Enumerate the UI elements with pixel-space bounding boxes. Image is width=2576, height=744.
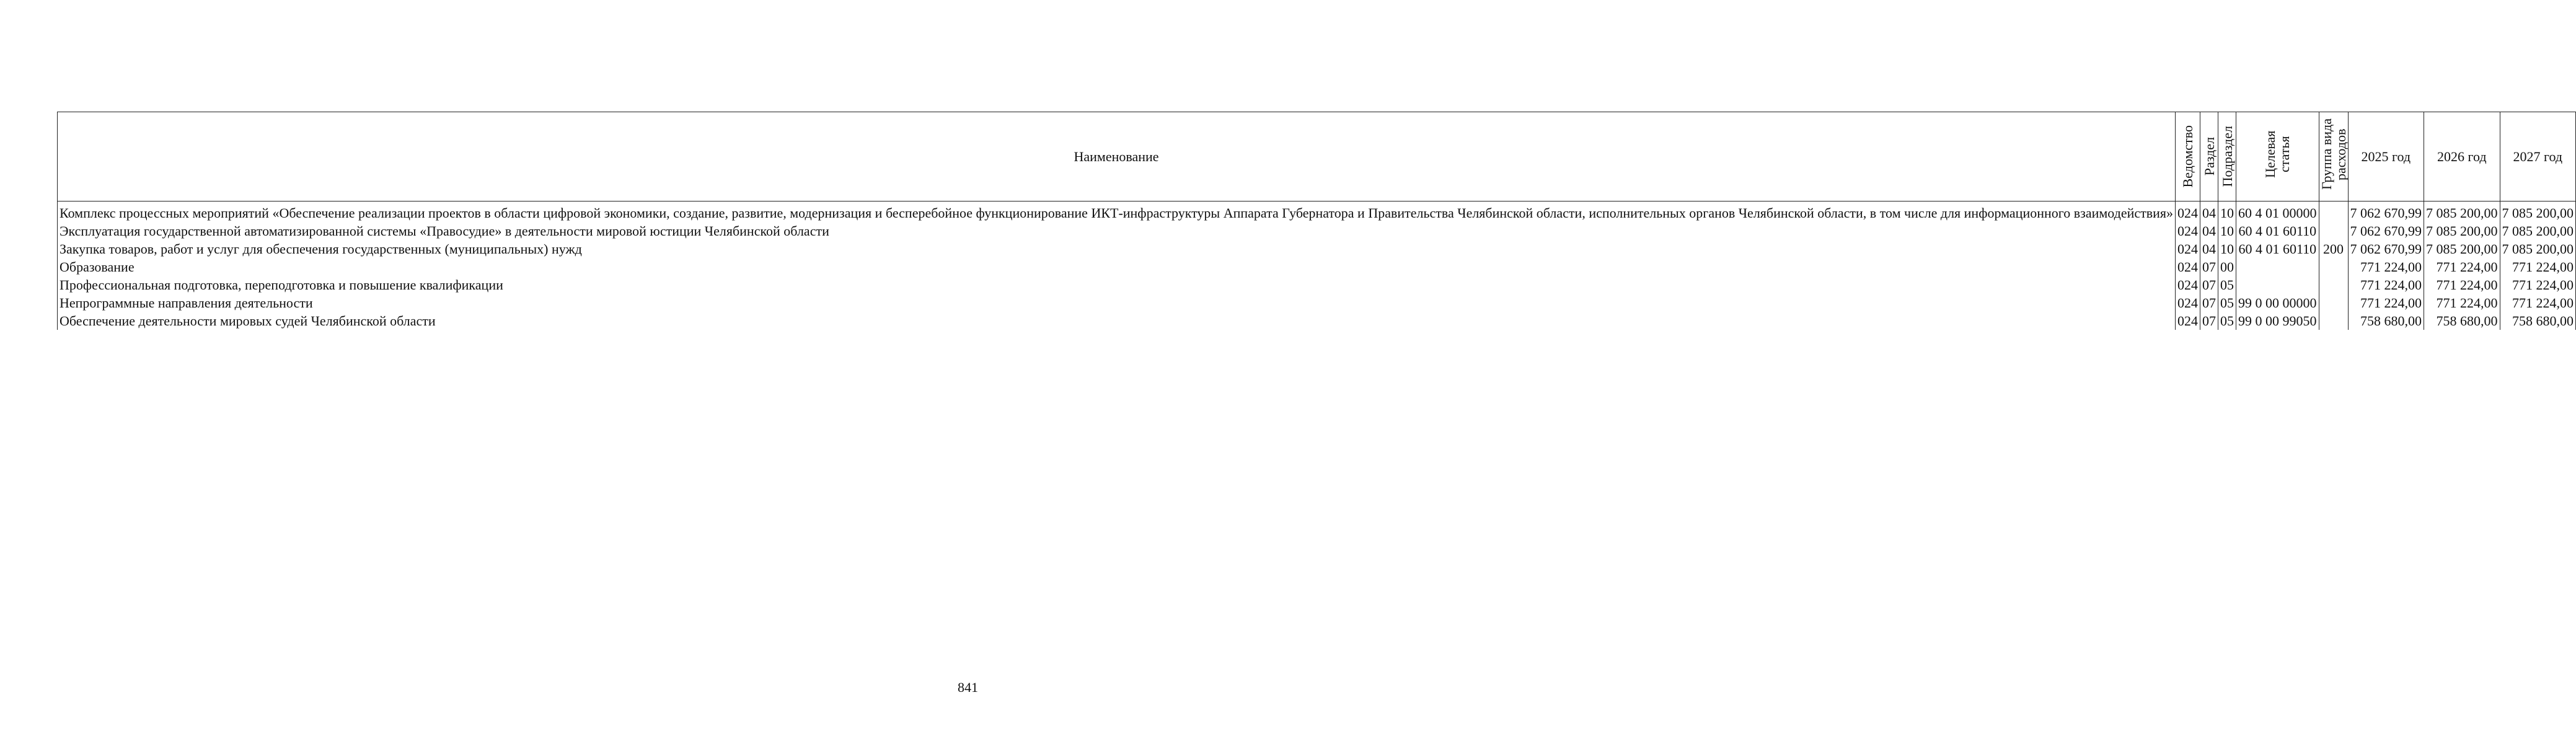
header-podrazdel-cell [2218,112,2236,202]
row-2025: 771 224,00 [2348,276,2424,294]
row-razdel: 07 [2200,312,2218,330]
header-group-cell [2319,112,2348,202]
row-2026: 771 224,00 [2424,276,2500,294]
row-razdel: 04 [2200,202,2218,223]
header-vedomstvo: Ведомство [2180,125,2196,188]
row-group [2319,276,2348,294]
row-vedomstvo: 024 [2176,240,2200,258]
row-group [2319,222,2348,240]
row-target: 60 4 01 00000 [2236,202,2319,223]
row-podrazdel: 10 [2218,240,2236,258]
row-razdel: 07 [2200,294,2218,312]
row-2027: 7 085 200,00 [2500,240,2576,258]
row-name: Эксплуатация государственной автоматизированной системы «Правосудие» в деятельности мировой юстиции Челябинской области [58,222,2176,240]
table-row [58,222,2576,240]
row-name: Образование [58,258,2176,276]
row-vedomstvo: 024 [2176,312,2200,330]
row-podrazdel: 05 [2218,312,2236,330]
row-2027: 7 085 200,00 [2500,222,2576,240]
row-podrazdel: 05 [2218,276,2236,294]
header-podrazdel: Подраздел [2219,126,2235,187]
row-vedomstvo: 024 [2176,294,2200,312]
row-razdel: 07 [2200,276,2218,294]
row-name: Обеспечение деятельности мировых судей Челябинской области [58,312,2176,330]
row-target: 99 0 00 99050 [2236,312,2319,330]
row-2025: 7 062 670,99 [2348,222,2424,240]
row-group [2319,294,2348,312]
header-razdel: Раздел [2201,137,2217,176]
header-target-cell [2236,112,2319,202]
row-2027: 771 224,00 [2500,276,2576,294]
row-2027: 758 680,00 [2500,312,2576,330]
row-2025: 758 680,00 [2348,312,2424,330]
row-podrazdel: 05 [2218,294,2236,312]
row-name: Профессиональная подготовка, переподготовка и повышение квалификации [58,276,2176,294]
row-2026: 771 224,00 [2424,294,2500,312]
row-2026: 758 680,00 [2424,312,2500,330]
row-2026: 7 085 200,00 [2424,202,2500,223]
row-razdel: 07 [2200,258,2218,276]
row-2026: 7 085 200,00 [2424,222,2500,240]
table-row [58,258,2576,276]
row-name: Непрограммные направления деятельности [58,294,2176,312]
row-2026: 771 224,00 [2424,258,2500,276]
row-group [2319,312,2348,330]
table-row [58,202,2576,223]
row-razdel: 04 [2200,222,2218,240]
row-target: 99 0 00 00000 [2236,294,2319,312]
row-vedomstvo: 024 [2176,202,2200,223]
header-2026: 2026 год [2424,112,2500,202]
row-target: 60 4 01 60110 [2236,222,2319,240]
row-razdel: 04 [2200,240,2218,258]
row-vedomstvo: 024 [2176,258,2200,276]
row-podrazdel: 00 [2218,258,2236,276]
row-2027: 771 224,00 [2500,294,2576,312]
budget-table [57,112,2576,330]
row-target [2236,258,2319,276]
header-name: Наименование [58,112,2176,202]
header-row [58,112,2576,202]
table-row [58,240,2576,258]
row-podrazdel: 10 [2218,222,2236,240]
row-2026: 7 085 200,00 [2424,240,2500,258]
row-2027: 771 224,00 [2500,258,2576,276]
page-number: 841 [958,680,978,695]
row-group [2319,258,2348,276]
row-2025: 7 062 670,99 [2348,202,2424,223]
row-target [2236,276,2319,294]
row-name: Комплекс процессных мероприятий «Обеспечение реализации проектов в области цифровой экономики, создание, развитие, модернизация и бесперебойное функционирование ИКТ-инфраструктуры Аппарата Губернатора и Правительства Челябинской области, исполнительных органов Челябинской области, в том числе для информационного взаимодействия» [58,202,2176,223]
table-row [58,312,2576,330]
header-2027: 2027 год [2500,112,2576,202]
header-group: Группа вида расходов [2318,118,2349,190]
header-vedomstvo-cell [2176,112,2200,202]
header-razdel-cell [2200,112,2218,202]
table-row [58,276,2576,294]
row-vedomstvo: 024 [2176,222,2200,240]
row-target: 60 4 01 60110 [2236,240,2319,258]
row-vedomstvo: 024 [2176,276,2200,294]
row-group: 200 [2319,240,2348,258]
header-2025: 2025 год [2348,112,2424,202]
row-name: Закупка товаров, работ и услуг для обеспечения государственных (муниципальных) нужд [58,240,2176,258]
row-2025: 7 062 670,99 [2348,240,2424,258]
row-podrazdel: 10 [2218,202,2236,223]
header-target: Целевая статья [2262,130,2293,179]
row-2025: 771 224,00 [2348,294,2424,312]
row-group [2319,202,2348,223]
row-2025: 771 224,00 [2348,258,2424,276]
table-row [58,294,2576,312]
row-2027: 7 085 200,00 [2500,202,2576,223]
